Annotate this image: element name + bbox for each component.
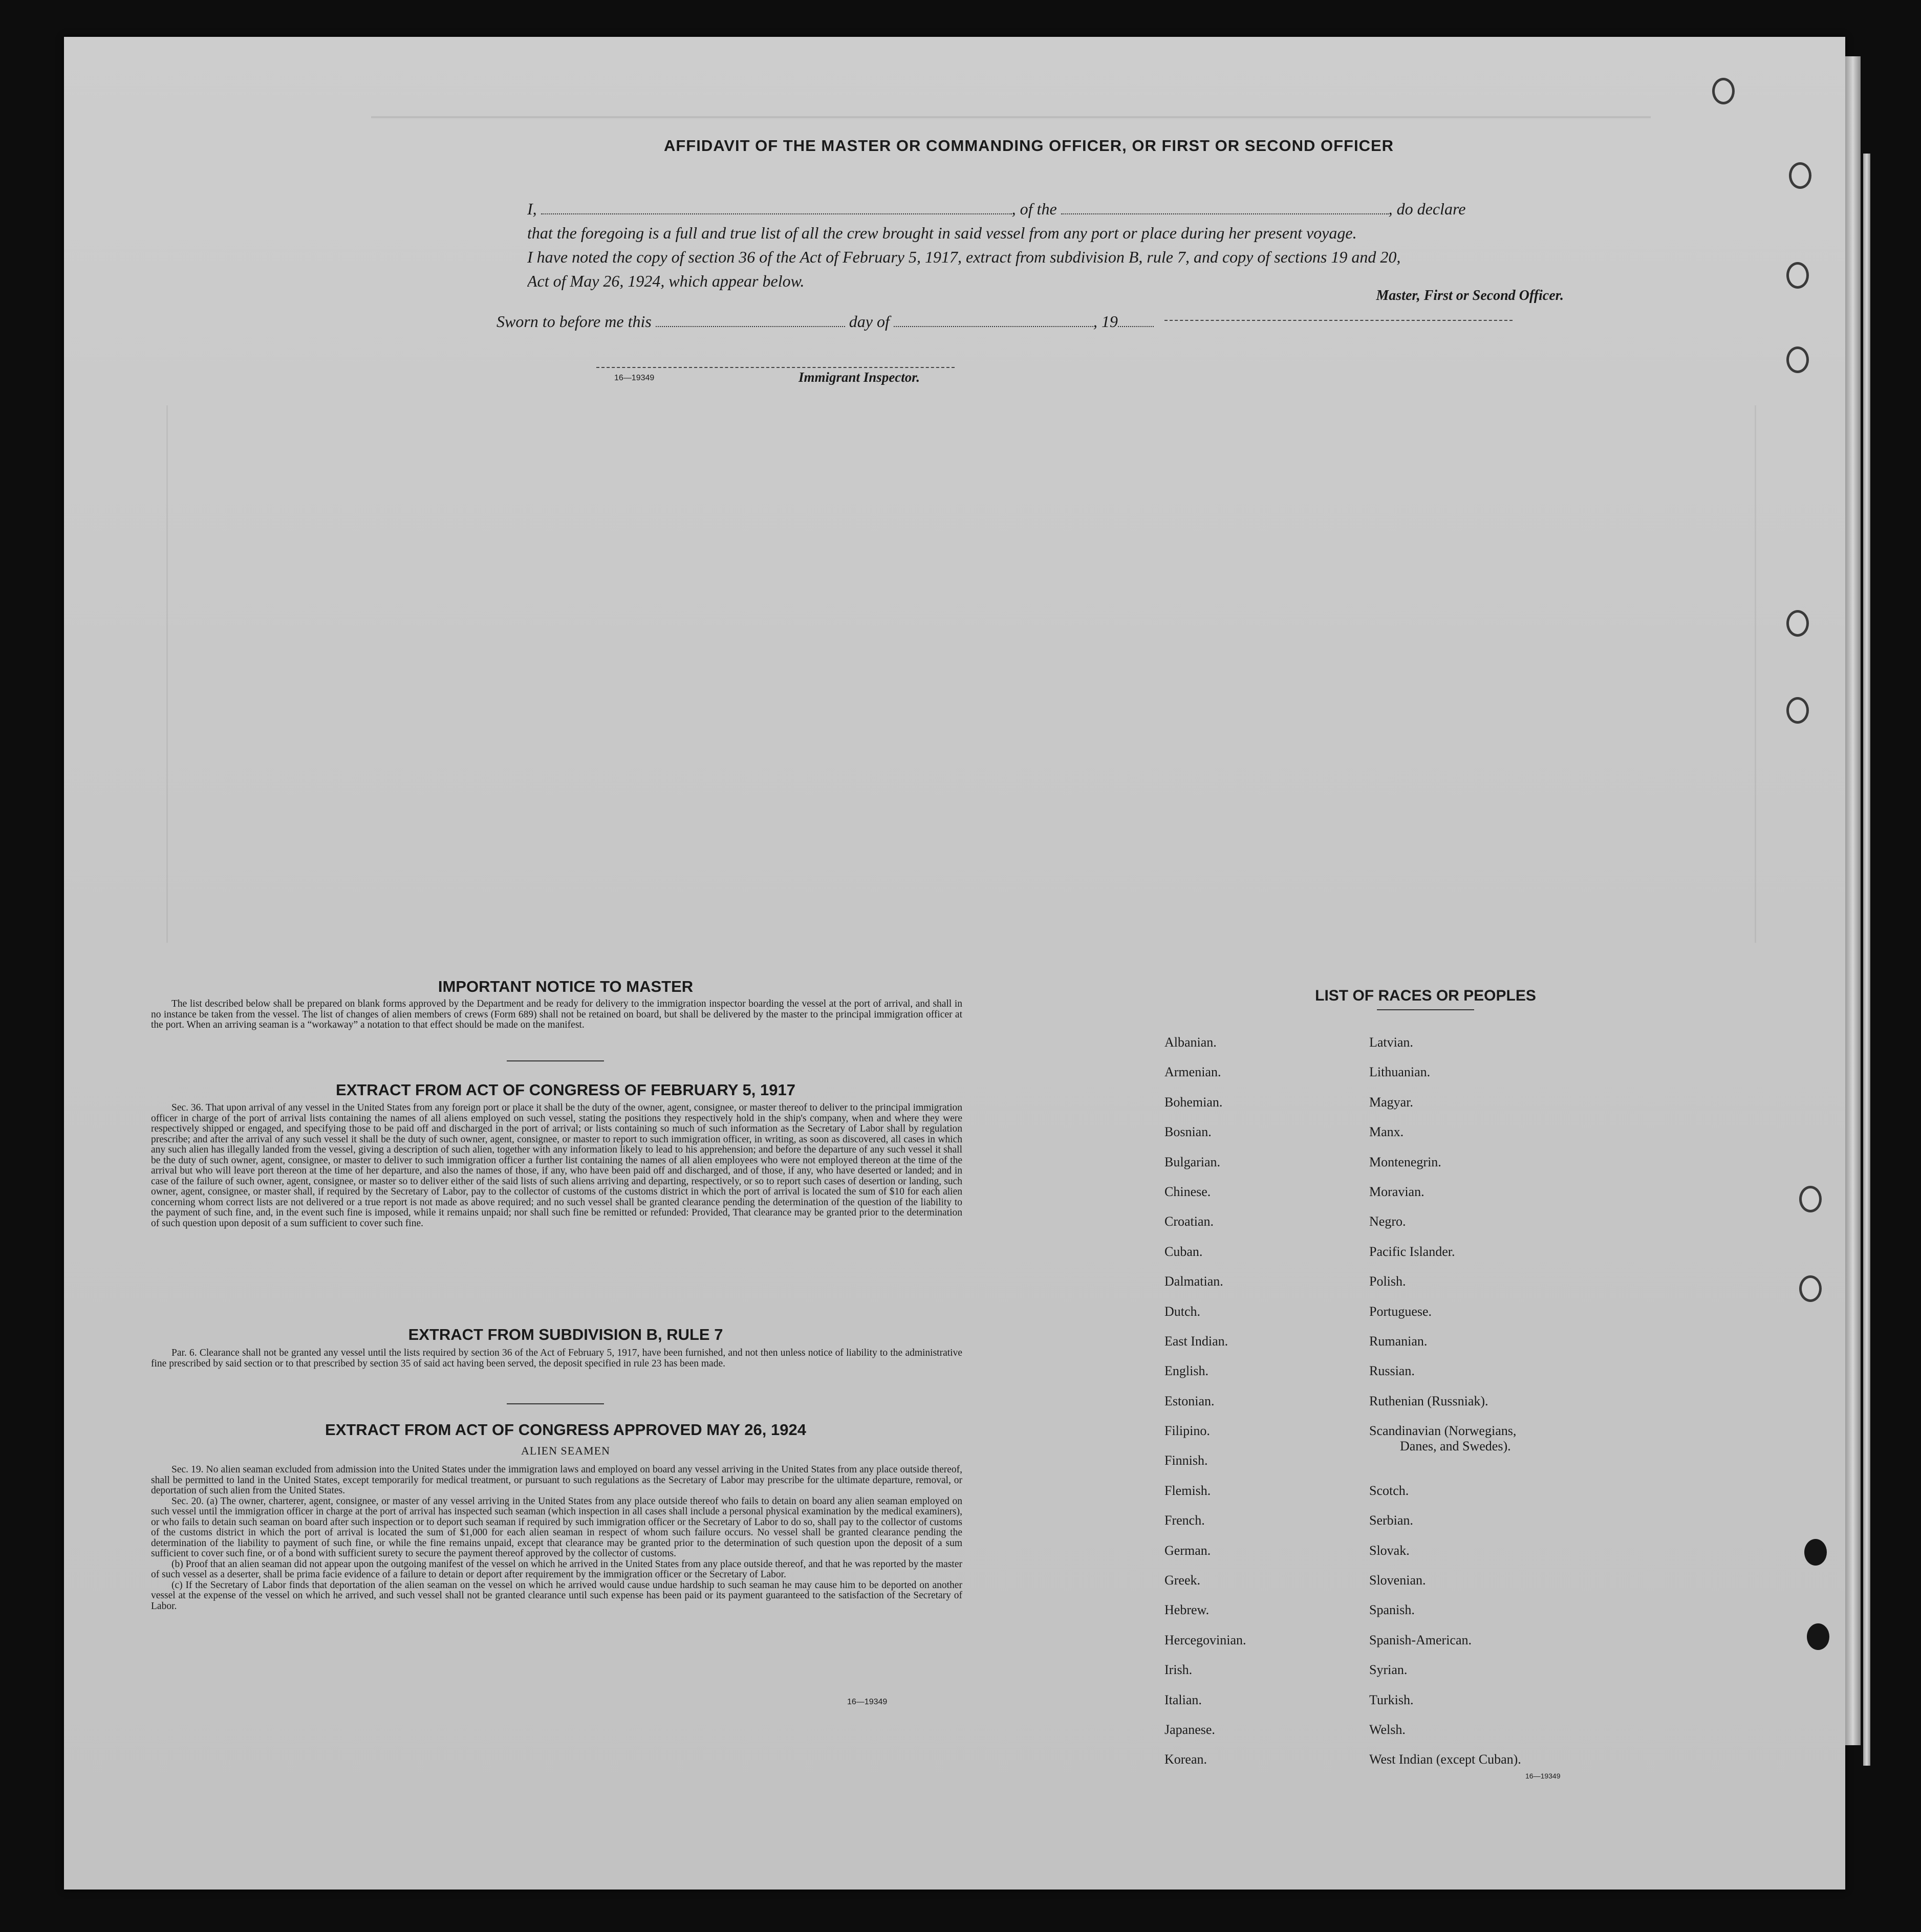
- act1924-form-number: 16—19349: [847, 1698, 888, 1706]
- sec19-paragraph: Sec. 19. No alien seaman excluded from admission into the United States under the immigration laws and employed on board any vessel arriving in the United States from any place outside thereof, shall be permitted to land in the United States, except temporarily for medical treatment, or pursuant to such regulations as the Secretary of Labor may prescribe for the ultimate departure, removal, or deportation of such alien from the United States.: [151, 1464, 962, 1496]
- race-item: Hercegovinian.: [1164, 1632, 1246, 1647]
- race-item: Greek.: [1164, 1573, 1201, 1588]
- race-item: Cuban.: [1164, 1244, 1203, 1259]
- races-right-column: [1369, 1035, 1521, 1782]
- race-item: French.: [1164, 1513, 1205, 1528]
- race-item: Croatian.: [1164, 1214, 1214, 1229]
- races-rule: [1377, 1009, 1474, 1010]
- race-item: Magyar.: [1369, 1094, 1413, 1110]
- sworn-month-blank[interactable]: [894, 314, 1093, 327]
- page-edge-strip: [1845, 56, 1861, 1745]
- punch-hole-icon: [1712, 78, 1735, 104]
- bleed-through-grid: [166, 405, 1756, 943]
- affidavit-form-number: 16—19349: [614, 374, 655, 382]
- race-item: Flemish.: [1164, 1483, 1211, 1498]
- race-item: Chinese.: [1164, 1184, 1211, 1199]
- bleed-through-text: [371, 85, 1651, 118]
- race-item: Dalmatian.: [1164, 1274, 1223, 1289]
- sworn-year-blank[interactable]: [1118, 314, 1154, 327]
- sworn-label: Sworn to before me this: [497, 312, 652, 331]
- inspector-signature-line[interactable]: [596, 367, 955, 368]
- race-item: Serbian.: [1369, 1513, 1413, 1528]
- affidavit-of-the: , of the: [1011, 200, 1057, 218]
- affidavit-line-2: that the foregoing is a full and true list of all the crew brought in said vessel from any port or place during her present voyage.: [527, 224, 1357, 242]
- race-item: Pacific Islander.: [1369, 1244, 1455, 1259]
- vessel-blank[interactable]: [1061, 201, 1389, 214]
- race-item: Syrian.: [1369, 1662, 1408, 1678]
- notice-body: The list described below shall be prepared on blank forms approved by the Department and be ready for delivery to the immigration inspector boarding the vessel at the port of arrival, and shall in no instance be taken from the vessel. The list of changes of alien members of crews (Form 689) shall not be retained on board, but shall be delivered by the master to the principal immigration officer at the port. When an arriving seaman is a “workaway” a notation to that effect should be made on the manifest.: [151, 998, 962, 1030]
- race-item: Japanese.: [1164, 1722, 1215, 1737]
- punch-hole-icon: [1799, 1186, 1822, 1212]
- race-item: Russian.: [1369, 1363, 1415, 1379]
- race-item: Italian.: [1164, 1692, 1202, 1707]
- affidavit-text: [527, 200, 1520, 296]
- sec20b-paragraph: (b) Proof that an alien seaman did not appear upon the outgoing manifest of the vessel on which he arrived in the United States from any place outside thereof, and that he was reported by the master of such vessel as a deserter, shall be prima facie evidence of a failure to detain or deport after requirement by the immigration officer or the Secretary of Labor.: [151, 1558, 962, 1580]
- affidavit-line-4: Act of May 26, 1924, which appear below.: [527, 272, 805, 290]
- act1924-title: EXTRACT FROM ACT OF CONGRESS APPROVED MAY 26, 1924: [325, 1421, 806, 1439]
- page-edge-strip: [1863, 154, 1870, 1766]
- inspector-caption: Immigrant Inspector.: [798, 370, 920, 385]
- affidavit-title: AFFIDAVIT OF THE MASTER OR COMMANDING OFFICER, OR FIRST OR SECOND OFFICER: [663, 137, 1394, 155]
- race-item: Bulgarian.: [1164, 1154, 1221, 1169]
- race-item: Rumanian.: [1369, 1333, 1428, 1349]
- punch-hole-icon: [1786, 697, 1809, 724]
- race-item: Bohemian.: [1164, 1094, 1223, 1110]
- race-item: Welsh.: [1369, 1722, 1406, 1737]
- affidavit-i: I,: [527, 200, 537, 218]
- race-item: Ruthenian (Russniak).: [1369, 1393, 1488, 1408]
- punch-hole-icon: [1786, 610, 1809, 637]
- act1924-body: [151, 1465, 962, 1612]
- notice-title: IMPORTANT NOTICE TO MASTER: [438, 978, 694, 995]
- races-title: LIST OF RACES OR PEOPLES: [1315, 987, 1536, 1004]
- punch-hole-icon: [1799, 1275, 1822, 1302]
- race-item: Polish.: [1369, 1274, 1406, 1289]
- punch-hole-icon: [1786, 262, 1809, 289]
- alien-seamen-subtitle: ALIEN SEAMEN: [521, 1444, 610, 1457]
- race-item: Filipino.: [1164, 1423, 1210, 1439]
- sec20c-paragraph: (c) If the Secretary of Labor finds that deportation of the alien seaman on the vessel on which he arrived would cause undue hardship to such seaman he may cause him to be deported on another vessel at the expense of the vessel on which he arrived, and such vessel shall not be granted clearance until such expense has been paid or its payment guaranteed to the satisfaction of the Secretary of Labor.: [151, 1579, 962, 1612]
- sworn-day-of: day of: [849, 312, 890, 331]
- race-item: Spanish-American.: [1369, 1632, 1472, 1647]
- affidavit-declare: , do declare: [1388, 200, 1466, 218]
- race-item: Slovak.: [1369, 1543, 1410, 1558]
- race-item: Estonian.: [1164, 1393, 1215, 1408]
- rule7-body: Par. 6. Clearance shall not be granted any vessel until the lists required by section 36 of the Act of February 5, 1917, have been furnished, and not then unless notice of liability to the administrative fine prescribed by said section or to that prescribed by section 35 of said act having been served, the deposit specified in rule 23 has been made.: [151, 1348, 962, 1369]
- race-item: Turkish.: [1369, 1692, 1414, 1707]
- race-item: Hebrew.: [1164, 1602, 1210, 1618]
- race-item: Portuguese.: [1369, 1304, 1432, 1319]
- name-blank[interactable]: [541, 201, 1012, 214]
- race-item: Dutch.: [1164, 1304, 1201, 1319]
- race-item: Moravian.: [1369, 1184, 1424, 1199]
- punch-hole-icon: [1789, 162, 1811, 189]
- sec20a-paragraph: Sec. 20. (a) The owner, charterer, agent, consignee, or master of any vessel arriving in the United States from any place outside thereof who fails to detain on board any alien seaman employed on such vessel until the immigration officer in charge at the port of arrival has inspected such seaman (which inspection in all cases shall include a personal physical examination by the medical examiners), or who fails to detain such seaman on board after such inspection or to deport such seaman if required by such immigration officer or the Secretary of Labor to do so, shall pay to the collector of customs of the customs district in which the port of arrival is located the sum of $1,000 for each alien seaman in respect of whom such failure occurs. No vessel shall be granted clearance pending the determination of the liability to payment of such fine, or while the fine remains unpaid, except that clearance may be granted prior to the determination of such question upon the deposit of a sum sufficient to cover such fine, or of a bond with sufficient surety to secure the payment thereof approved by the collector of customs.: [151, 1495, 962, 1559]
- punch-hole-icon: [1804, 1539, 1827, 1566]
- races-form-number: 16—19349: [1525, 1772, 1561, 1780]
- rule7-rule: [507, 1403, 604, 1404]
- race-item: Manx.: [1369, 1124, 1404, 1140]
- race-item: Lithuanian.: [1369, 1065, 1431, 1080]
- affidavit-line-1: [527, 200, 1520, 224]
- race-item: Scandinavian (Norwegians,: [1369, 1423, 1517, 1439]
- race-item: East Indian.: [1164, 1333, 1228, 1349]
- race-item: Slovenian.: [1369, 1573, 1426, 1588]
- manifest-sheet: [64, 37, 1845, 1890]
- punch-hole-icon: [1807, 1623, 1829, 1650]
- affidavit-line-3: I have noted the copy of section 36 of the Act of February 5, 1917, extract from subdivision B, rule 7, and copy of sections 19 and 20,: [527, 248, 1401, 266]
- master-signature-caption: Master, First or Second Officer.: [1376, 288, 1564, 303]
- race-item: Albanian.: [1164, 1035, 1217, 1050]
- race-item: Negro.: [1369, 1214, 1406, 1229]
- act1917-body: Sec. 36. That upon arrival of any vessel in the United States from any foreign port or place it shall be the duty of the owner, agent, consignee, or master thereof to deliver to the principal immigration officer in charge of the port of arrival lists containing the names of all aliens employed on such vessel, stating the positions they respectively hold in the ship's company, when and where they were respectively shipped or engaged, and specifying those to be paid off and discharged in the port of arrival; or lists containing so much of such information as the Secretary of Labor shall by regulation prescribe; and after the arrival of any such vessel it shall be the duty of such owner, agent, consignee, or master to report to such immigration officer, in writing, as soon as discovered, all cases in which any such alien has illegally landed from the vessel, giving a description of such alien, together with any information likely to lead to his apprehension; and before the departure of any such vessel it shall be the duty of such owner, agent, consignee, or master to deliver to such immigration officer a further list containing the names of all alien employees who were not employed thereon at the time of the arrival but who will leave port thereon at the time of her departure, and also the names of those, if any, who have been paid off and discharged, and of those, if any, who have deserted or landed; and in case of the failure of such owner, agent, consignee, or master so to deliver either of the said lists of such aliens arriving and departing, respectively, or so to report such cases of desertion or landing, such owner, agent, consignee, or master shall, if required by the Secretary of Labor, pay to the collector of customs of the customs district in which the port of arrival is located the sum of $10 for each alien concerning whom correct lists are not delivered or a true report is not made as above required; and no such vessel shall be granted clearance pending the determination of the question of the liability to the payment of such fine, and, in the event such fine is imposed, while it remains unpaid; nor shall such fine be remitted or refunded: Provided, That clearance may be granted prior to the determination of such question upon deposit of a sum sufficient to cover such fine.: [151, 1102, 962, 1229]
- rule7-title: EXTRACT FROM SUBDIVISION B, RULE 7: [408, 1326, 723, 1343]
- race-item: Latvian.: [1369, 1035, 1413, 1050]
- race-item: Spanish.: [1369, 1602, 1415, 1618]
- punch-hole-icon: [1786, 346, 1809, 373]
- race-item: Montenegrin.: [1369, 1154, 1441, 1169]
- notice-rule: [507, 1060, 604, 1061]
- race-item: German.: [1164, 1543, 1211, 1558]
- race-item: Finnish.: [1164, 1453, 1208, 1468]
- race-item: Bosnian.: [1164, 1124, 1212, 1140]
- sworn-line: [497, 312, 1490, 331]
- race-item: Danes, and Swedes).: [1400, 1439, 1511, 1454]
- sworn-day-blank[interactable]: [656, 314, 845, 327]
- act1917-title: EXTRACT FROM ACT OF CONGRESS OF FEBRUARY 5, 1917: [336, 1081, 795, 1099]
- sworn-year-prefix: , 19: [1093, 312, 1118, 331]
- race-item: Armenian.: [1164, 1065, 1221, 1080]
- race-item: West Indian (except Cuban).: [1369, 1752, 1521, 1767]
- race-item: Korean.: [1164, 1752, 1207, 1767]
- races-left-column: [1164, 1035, 1246, 1782]
- race-item: Scotch.: [1369, 1483, 1409, 1498]
- race-item: English.: [1164, 1363, 1208, 1379]
- race-item: Irish.: [1164, 1662, 1193, 1678]
